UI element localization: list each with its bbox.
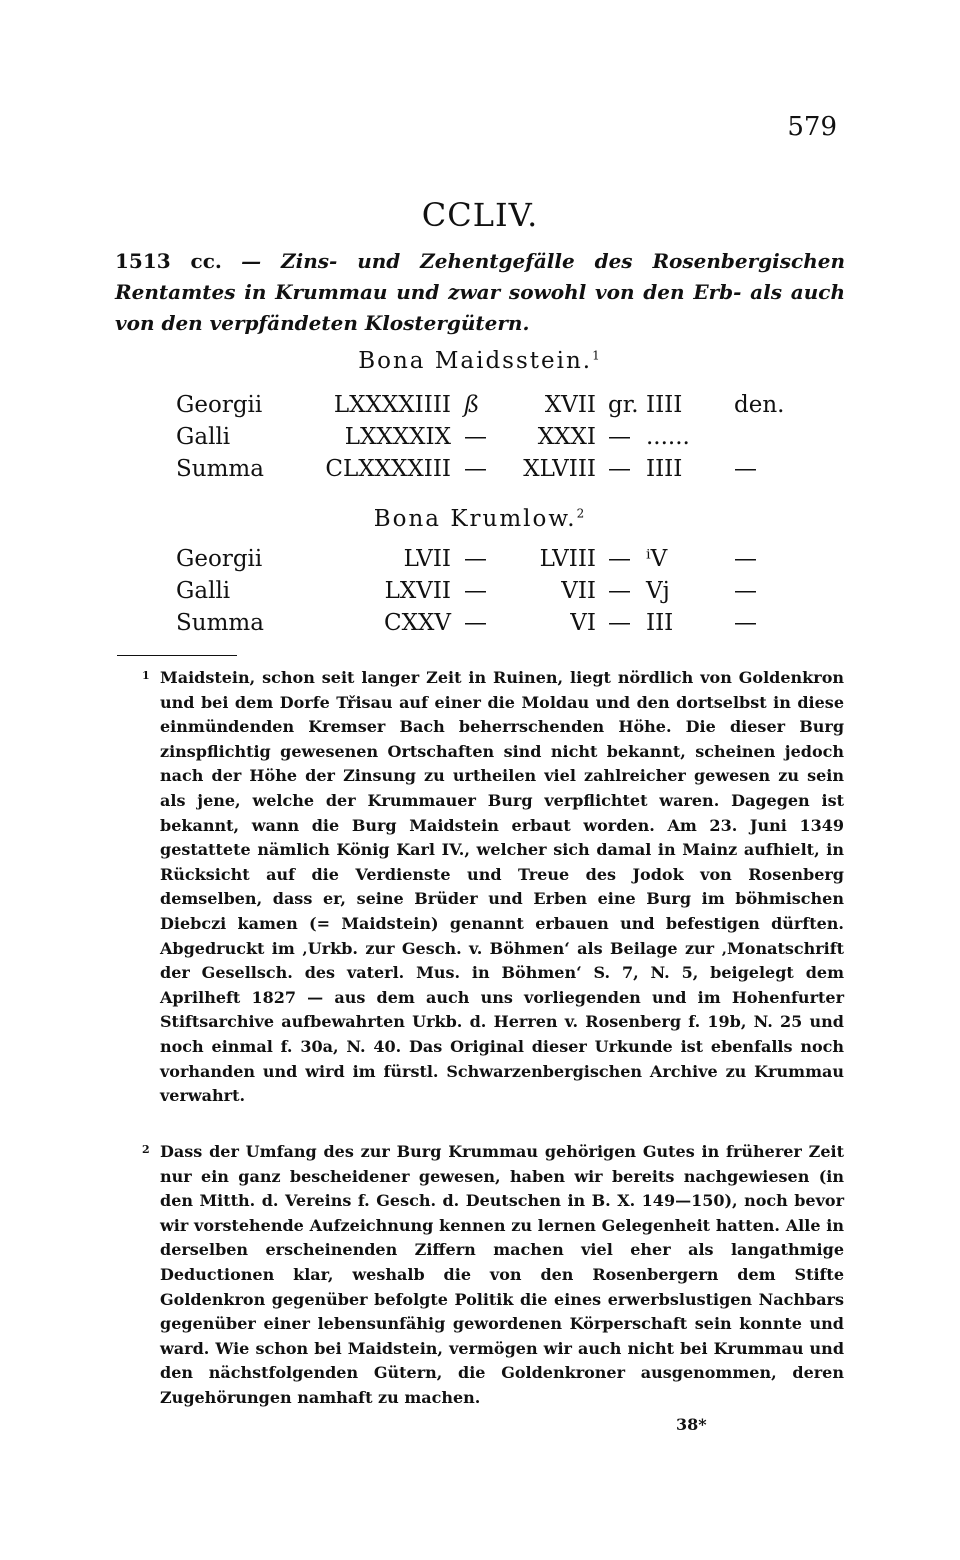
footnote-text: Dass der Umfang des zur Burg Krummau gehörigen Gutes in früherer Zeit nur ein ganz bescheidener gewesen, haben wir bereits nachgewiesen (in den Mitth. d. Vereins f. Gesch. d. Deutschen in B. X. 149—150), noch bevor wir vorstehende Aufzeichnung kennen zu lernen Gelegenheit hatten. Alle in derselben erscheinenden Ziffern machen viel eher als langathmige Deductionen klar, weshalb die von den Rosenbergern dem Stifte Goldenkron gegenüber befolgte Politik die eines erwerbslustigen Nachbars gegenüber einer lebensunfähig gewordenen Körperschaft sein konnte und ward. Wie schon bei Maidstein, vermögen wir auch nicht bei Krummau und den nächstfolgenden Gütern, die Goldenkroner ausgenommen, deren Zugehörungen namhaft zu machen.	[160, 1142, 844, 1407]
amount-c: ......	[646, 424, 690, 450]
heading-text: — Zins- und Zehentgefälle des Rosenbergischen Rentamtes in Krummau und zwar sowohl von den Erb- als auch von den verpfändeten Klostergütern.	[115, 249, 845, 335]
amount-b: XVII	[544, 392, 596, 418]
footnote-text: Maidstein, schon seit langer Zeit in Ruinen, liegt nördlich von Goldenkron und bei dem Dorfe Třisau auf einer die Moldau und den dortselbst in diese einmündenden Kremser Bach beherrschenden Höhe. Die dieser Burg zinspflichtig gewesenen Ortschaften sind nicht bekannt, scheinen jedoch nach der Höhe der Zinsung zu urtheilen viel zahlreicher gewesen zu sein als jene, welche der Krummauer Burg verpflichtet waren. Dagegen ist bekannt, wann die Burg Maidstein erbaut worden. Am 23. Juni 1349 gestattete nämlich König Karl IV., welcher sich damal in Mainz aufhielt, in Rücksicht auf die Verdienste und Treue des Jodok von Rosenberg demselben, dass er, seine Brüder und Erben eine Burg im böhmischen Diebczi kamen (= Maidstein) genannt erbauen und befestigen dürften. Abgedruckt im ‚Urkb. zur Gesch. v. Böhmen‘ als Beilage zur ‚Monatschrift der Gesellsch. des vaterl. Mus. in Böhmen‘ S. 7, N. 5, beigelegt dem Aprilheft 1827 — aus dem auch uns vorliegenden und im Hohenfurter Stiftsarchive aufbewahrten Urkb. d. Herren v. Rosenberg f. 19b, N. 25 und noch einmal f. 30a, N. 40. Das Original dieser Urkunde ist ebenfalls noch vorhanden und wird im fürstl. Schwarzenbergischen Archive zu Krummau verwahrt.	[160, 668, 844, 1106]
amount-b: XXXI	[537, 424, 596, 450]
unit-3: —	[734, 578, 757, 604]
table-row	[176, 610, 796, 644]
unit-1: —	[464, 456, 487, 482]
unit-1: —	[464, 578, 487, 604]
unit-2: —	[608, 424, 631, 450]
amount-c: ⁱV	[646, 546, 668, 572]
unit-3: —	[734, 610, 757, 636]
amount-a: LXVII	[384, 578, 451, 604]
section-title-krumlow	[0, 506, 960, 532]
amount-a: LVII	[403, 546, 451, 572]
unit-1: ß	[464, 392, 480, 418]
row-label: Summa	[176, 610, 264, 636]
table-row	[176, 546, 796, 580]
footnote-2	[142, 1140, 844, 1411]
unit-1: —	[464, 546, 487, 572]
amount-a: LXXXXIIII	[333, 392, 451, 418]
amount-a: LXXXXIX	[344, 424, 451, 450]
section-title-maidstein	[0, 348, 960, 374]
table-row	[176, 424, 796, 458]
amount-a: CXXV	[384, 610, 451, 636]
row-label: Georgii	[176, 392, 263, 418]
amount-c: IIII	[646, 456, 683, 482]
footnote-ref: 1	[592, 348, 602, 363]
amount-a: CLXXXXIII	[325, 456, 451, 482]
unit-1: —	[464, 610, 487, 636]
unit-3: —	[734, 456, 757, 482]
row-label: Galli	[176, 578, 231, 604]
unit-2: gr.	[608, 392, 639, 418]
page-number: 579	[787, 112, 837, 142]
footnote-mark: 1	[142, 669, 150, 682]
amount-b: VI	[570, 610, 596, 636]
footnote-divider	[117, 655, 237, 656]
unit-1: —	[464, 424, 487, 450]
document-heading	[115, 246, 845, 339]
unit-2: —	[608, 546, 631, 572]
section-title-text: Bona Maidsstein.	[358, 348, 593, 374]
heading-date: 1513 cc.	[115, 249, 222, 273]
footnote-ref: 2	[576, 506, 587, 521]
row-label: Galli	[176, 424, 231, 450]
section-title-text: Bona Krumlow.	[373, 506, 577, 532]
table-row	[176, 456, 796, 490]
unit-2: —	[608, 456, 631, 482]
footnote-1	[142, 666, 844, 1109]
signature-mark: 38*	[676, 1415, 707, 1434]
amount-c: IIII	[646, 392, 683, 418]
table-row	[176, 578, 796, 612]
footnote-mark: 2	[142, 1143, 150, 1156]
table-row	[176, 392, 796, 426]
unit-3: den.	[734, 392, 785, 418]
amount-b: VII	[561, 578, 596, 604]
row-label: Georgii	[176, 546, 263, 572]
document-number: CCLIV.	[421, 196, 539, 234]
amount-b: XLVIII	[523, 456, 596, 482]
amount-b: LVIII	[539, 546, 596, 572]
unit-2: —	[608, 610, 631, 636]
amount-c: Vj	[646, 578, 670, 604]
row-label: Summa	[176, 456, 264, 482]
unit-2: —	[608, 578, 631, 604]
unit-3: —	[734, 546, 757, 572]
amount-c: III	[646, 610, 674, 636]
